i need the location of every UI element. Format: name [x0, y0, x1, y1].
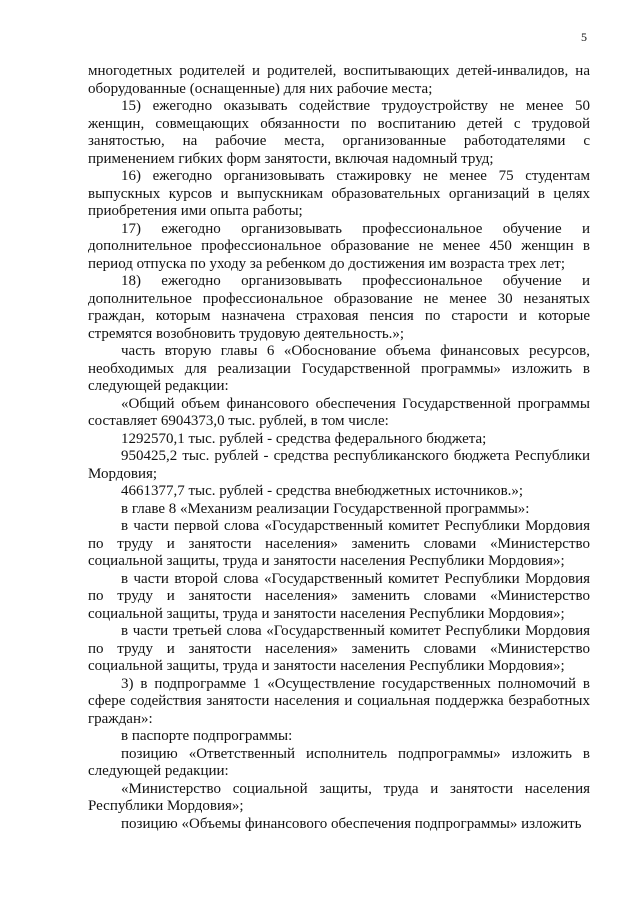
paragraph: в паспорте подпрограммы: — [121, 728, 293, 744]
paragraph: «Министерство социальной защиты, труда и занятости населения Республики Мордовия»; — [88, 780, 590, 814]
funding-line-republican: 950425,2 тыс. рублей - средства республиканского бюджета Республики Мордовия; — [88, 448, 590, 482]
list-item-16: 16) ежегодно организовывать стажировку не менее 75 студентам выпускных курсов и выпускникам образовательных организаций в целях приобретения ими опыта работы; — [88, 168, 590, 219]
paragraph: в главе 8 «Механизм реализации Государственной программы»: — [121, 500, 530, 517]
paragraph: «Общий объем финансового обеспечения Государственной программы составляет 6904373,0 тыс. рублей, в том числе: — [88, 395, 590, 429]
paragraph: многодетных родителей и родителей, воспитывающих детей-инвалидов, на оборудованные (оснащенные) для них рабочие места; — [88, 63, 590, 97]
paragraph: часть вторую главы 6 «Обоснование объема финансовых ресурсов, необходимых для реализации Государственной программы» изложить в следующей редакции: — [88, 343, 590, 394]
paragraph: в части третьей слова «Государственный комитет Республики Мордовия по труду и занятости населения» заменить словами «Министерство социальной защиты, труда и занятости населения Республики Мордовия»; — [88, 623, 590, 674]
list-item-17: 17) ежегодно организовывать профессиональное обучение и дополнительное профессиональное образование не менее 450 женщин в период отпуска по уходу за ребенком до достижения им возраста трех лет; — [88, 220, 590, 272]
paragraph: в части первой слова «Государственный комитет Республики Мордовия по труду и занятости населения» заменить словами «Министерство социальной защиты, труда и занятости населения Республики Мордовия»; — [88, 518, 590, 569]
paragraph: 3) в подпрограмме 1 «Осуществление государственных полномочий в сфере содействия занятости населения и социальная поддержка безработных граждан»: — [88, 675, 590, 727]
funding-line-extrabudgetary: 4661377,7 тыс. рублей - средства внебюджетных источников.»; — [121, 483, 524, 499]
document-body — [88, 63, 590, 833]
paragraph: в части второй слова «Государственный комитет Республики Мордовия по труду и занятости населения» заменить словами «Министерство социальной защиты, труда и занятости населения Республики Мордовия»; — [88, 570, 590, 622]
list-item-15: 15) ежегодно оказывать содействие трудоустройству не менее 50 женщин, совмещающих обязанности по воспитанию детей с трудовой занятостью, на рабочие места, организованные работодателями с применением гибких форм занятости, включая надомный труд; — [88, 98, 590, 167]
page-number: 5 — [581, 30, 587, 44]
funding-line-federal: 1292570,1 тыс. рублей - средства федерального бюджета; — [121, 430, 487, 447]
paragraph: позицию «Ответственный исполнитель подпрограммы» изложить в следующей редакции: — [88, 745, 590, 779]
paragraph: позицию «Объемы финансового обеспечения подпрограммы» изложить — [121, 815, 582, 832]
list-item-18: 18) ежегодно организовывать профессиональное обучение и дополнительное профессиональное образование не менее 30 незанятых граждан, которым назначена страховая пенсия по старости и которые стремятся возобновить трудовую деятельность.»; — [88, 273, 590, 342]
